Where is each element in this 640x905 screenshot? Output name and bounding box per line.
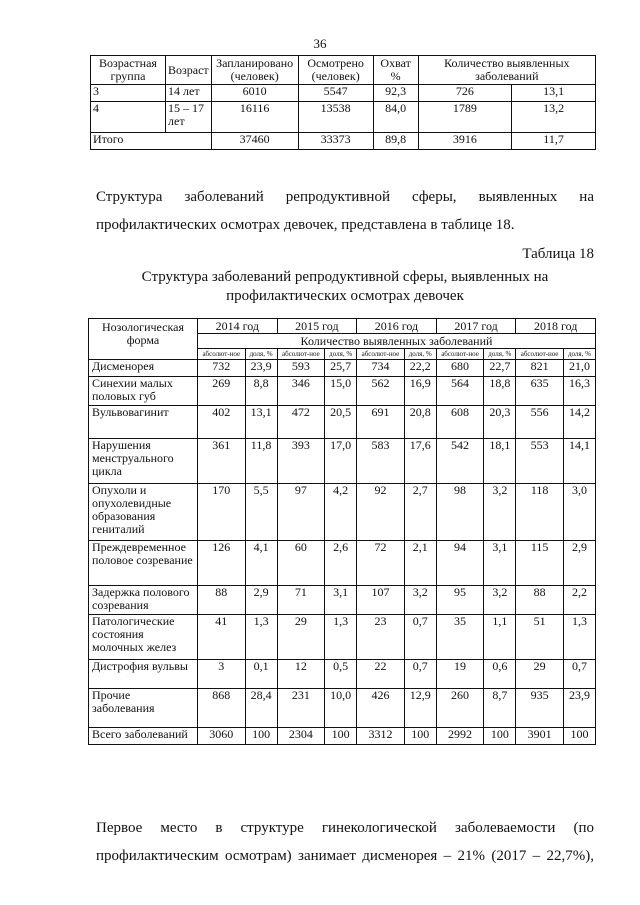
cell: 2304 bbox=[277, 728, 325, 745]
text-line: Структура заболеваний репродуктивной сферы, выявленных на bbox=[96, 189, 594, 205]
cell: 11,8 bbox=[245, 439, 277, 484]
cell: 95 bbox=[436, 586, 484, 615]
count-header: Количество выявленных заболеваний bbox=[198, 334, 596, 349]
cell: 13,1 bbox=[512, 85, 596, 102]
share-header: доля, % bbox=[404, 349, 436, 360]
abs-header: абсолют-ное bbox=[277, 349, 325, 360]
cell: 734 bbox=[357, 360, 405, 377]
cell: 16116 bbox=[211, 102, 298, 133]
cell: 593 bbox=[277, 360, 325, 377]
abs-header: абсолют-ное bbox=[198, 349, 246, 360]
table-body bbox=[89, 360, 596, 745]
table-header-row bbox=[91, 56, 596, 85]
cell: 2,7 bbox=[404, 484, 436, 541]
cell: 935 bbox=[516, 689, 564, 728]
cell: 3,0 bbox=[563, 484, 595, 541]
table-row bbox=[89, 484, 596, 541]
cell: 97 bbox=[277, 484, 325, 541]
cell: 33373 bbox=[298, 133, 373, 150]
cell: 3,2 bbox=[484, 586, 516, 615]
table-row bbox=[91, 102, 596, 133]
cell: 3312 bbox=[357, 728, 405, 745]
cell: 0,7 bbox=[404, 615, 436, 660]
cell: 51 bbox=[516, 615, 564, 660]
cell: 346 bbox=[277, 377, 325, 406]
cell: 18,8 bbox=[484, 377, 516, 406]
cell: 12,9 bbox=[404, 689, 436, 728]
year-header: 2018 год bbox=[516, 319, 596, 334]
cell: 126 bbox=[198, 541, 246, 586]
cell: 2,9 bbox=[245, 586, 277, 615]
column-header: Возраст bbox=[166, 56, 212, 85]
column-header: Количество выявленных заболеваний bbox=[418, 56, 595, 85]
cell: 13538 bbox=[298, 102, 373, 133]
disease-structure-table bbox=[88, 318, 596, 745]
page-number: 36 bbox=[313, 36, 327, 51]
cell: 10,0 bbox=[325, 689, 357, 728]
cell: 1,3 bbox=[563, 615, 595, 660]
table-label: Таблица 18 bbox=[522, 246, 594, 262]
cell: 92 bbox=[357, 484, 405, 541]
row-label: Всего заболеваний bbox=[89, 728, 198, 745]
cell: 3,1 bbox=[325, 586, 357, 615]
cell: 2,9 bbox=[563, 541, 595, 586]
cell: 13,2 bbox=[512, 102, 596, 133]
cell: 71 bbox=[277, 586, 325, 615]
row-label: Патологические состояния молочных желез bbox=[89, 615, 198, 660]
table-row bbox=[89, 728, 596, 745]
table-row bbox=[89, 439, 596, 484]
cell: 21,0 bbox=[563, 360, 595, 377]
share-header: доля, % bbox=[245, 349, 277, 360]
row-label: Задержка полового созревания bbox=[89, 586, 198, 615]
cell: 88 bbox=[198, 586, 246, 615]
cell: 94 bbox=[436, 541, 484, 586]
cell: 562 bbox=[357, 377, 405, 406]
cell: 100 bbox=[484, 728, 516, 745]
cell: 3901 bbox=[516, 728, 564, 745]
cell: 14,1 bbox=[563, 439, 595, 484]
age-group-table bbox=[90, 55, 596, 150]
column-header: Нозологическая форма bbox=[89, 319, 198, 360]
table-row bbox=[91, 85, 596, 102]
cell: 5,5 bbox=[245, 484, 277, 541]
cell: 472 bbox=[277, 406, 325, 439]
table-row bbox=[89, 586, 596, 615]
column-header: Запланировано (человек) bbox=[211, 56, 298, 85]
cell: 3,1 bbox=[484, 541, 516, 586]
cell: 20,3 bbox=[484, 406, 516, 439]
cell: 3,2 bbox=[404, 586, 436, 615]
cell: 3 bbox=[91, 85, 166, 102]
cell: 20,8 bbox=[404, 406, 436, 439]
cell: 361 bbox=[198, 439, 246, 484]
text-line: профилактических осмотрах девочек, представлена в таблице 18. bbox=[96, 217, 515, 233]
cell: 72 bbox=[357, 541, 405, 586]
cell: 426 bbox=[357, 689, 405, 728]
row-label: Нарушения менструального цикла bbox=[89, 439, 198, 484]
cell: 41 bbox=[198, 615, 246, 660]
caption-line: профилактических осмотрах девочек bbox=[226, 288, 464, 304]
cell: 89,8 bbox=[373, 133, 418, 150]
cell: 635 bbox=[516, 377, 564, 406]
cell: 12 bbox=[277, 660, 325, 689]
table-row bbox=[89, 406, 596, 439]
text-line: Первое место в структуре гинекологической заболеваемости (по bbox=[96, 820, 594, 836]
cell: Итого bbox=[91, 133, 212, 150]
cell: 5547 bbox=[298, 85, 373, 102]
cell: 115 bbox=[516, 541, 564, 586]
row-label: Опухоли и опухолевидные образования гениталий bbox=[89, 484, 198, 541]
text-line: профилактическим осмотрам) занимает дисменорея – 21% (2017 – 22,7%), bbox=[96, 848, 594, 864]
cell: 11,7 bbox=[512, 133, 596, 150]
abs-header: абсолют-ное bbox=[436, 349, 484, 360]
cell: 4,1 bbox=[245, 541, 277, 586]
cell: 393 bbox=[277, 439, 325, 484]
cell: 0,6 bbox=[484, 660, 516, 689]
year-header-row bbox=[89, 319, 596, 334]
cell: 3060 bbox=[198, 728, 246, 745]
cell: 35 bbox=[436, 615, 484, 660]
cell: 691 bbox=[357, 406, 405, 439]
row-label: Вульвовагинит bbox=[89, 406, 198, 439]
cell: 22,7 bbox=[484, 360, 516, 377]
cell: 28,4 bbox=[245, 689, 277, 728]
cell: 19 bbox=[436, 660, 484, 689]
cell: 4 bbox=[91, 102, 166, 133]
cell: 16,3 bbox=[563, 377, 595, 406]
cell: 16,9 bbox=[404, 377, 436, 406]
cell: 37460 bbox=[211, 133, 298, 150]
cell: 14 лет bbox=[166, 85, 212, 102]
cell: 60 bbox=[277, 541, 325, 586]
cell: 18,1 bbox=[484, 439, 516, 484]
cell: 100 bbox=[325, 728, 357, 745]
table-row bbox=[89, 689, 596, 728]
cell: 1,1 bbox=[484, 615, 516, 660]
year-header: 2015 год bbox=[277, 319, 357, 334]
table-row bbox=[89, 377, 596, 406]
column-header: Осмотрено (человек) bbox=[298, 56, 373, 85]
cell: 25,7 bbox=[325, 360, 357, 377]
cell: 0,7 bbox=[404, 660, 436, 689]
row-label: Синехии малых половых губ bbox=[89, 377, 198, 406]
cell: 170 bbox=[198, 484, 246, 541]
abs-header: абсолют-ное bbox=[357, 349, 405, 360]
cell: 1789 bbox=[418, 102, 512, 133]
cell: 608 bbox=[436, 406, 484, 439]
cell: 23,9 bbox=[563, 689, 595, 728]
cell: 118 bbox=[516, 484, 564, 541]
column-header: Возрастная группа bbox=[91, 56, 166, 85]
cell: 553 bbox=[516, 439, 564, 484]
cell: 100 bbox=[563, 728, 595, 745]
cell: 29 bbox=[516, 660, 564, 689]
cell: 2,1 bbox=[404, 541, 436, 586]
cell: 100 bbox=[404, 728, 436, 745]
total-row bbox=[91, 133, 596, 150]
cell: 84,0 bbox=[373, 102, 418, 133]
cell: 29 bbox=[277, 615, 325, 660]
cell: 17,6 bbox=[404, 439, 436, 484]
cell: 0,1 bbox=[245, 660, 277, 689]
year-header: 2017 год bbox=[436, 319, 516, 334]
cell: 0,5 bbox=[325, 660, 357, 689]
table-row bbox=[89, 615, 596, 660]
cell: 98 bbox=[436, 484, 484, 541]
year-header: 2014 год bbox=[198, 319, 278, 334]
table-row bbox=[89, 660, 596, 689]
cell: 583 bbox=[357, 439, 405, 484]
intro-paragraph bbox=[96, 183, 594, 239]
year-header: 2016 год bbox=[357, 319, 437, 334]
cell: 17,0 bbox=[325, 439, 357, 484]
cell: 2,2 bbox=[563, 586, 595, 615]
cell: 3916 bbox=[418, 133, 512, 150]
cell: 15 – 17 лет bbox=[166, 102, 212, 133]
cell: 1,3 bbox=[325, 615, 357, 660]
cell: 231 bbox=[277, 689, 325, 728]
cell: 732 bbox=[198, 360, 246, 377]
cell: 542 bbox=[436, 439, 484, 484]
share-header: доля, % bbox=[563, 349, 595, 360]
row-label: Прочие заболевания bbox=[89, 689, 198, 728]
cell: 3 bbox=[198, 660, 246, 689]
abs-header: абсолют-ное bbox=[516, 349, 564, 360]
share-header: доля, % bbox=[484, 349, 516, 360]
cell: 88 bbox=[516, 586, 564, 615]
share-header: доля, % bbox=[325, 349, 357, 360]
column-header: Охват % bbox=[373, 56, 418, 85]
cell: 15,0 bbox=[325, 377, 357, 406]
caption-line: Структура заболеваний репродуктивной сферы, выявленных на bbox=[141, 269, 549, 285]
cell: 2,6 bbox=[325, 541, 357, 586]
cell: 23 bbox=[357, 615, 405, 660]
cell: 4,2 bbox=[325, 484, 357, 541]
cell: 821 bbox=[516, 360, 564, 377]
table-row bbox=[89, 541, 596, 586]
cell: 8,8 bbox=[245, 377, 277, 406]
cell: 107 bbox=[357, 586, 405, 615]
cell: 3,2 bbox=[484, 484, 516, 541]
cell: 13,1 bbox=[245, 406, 277, 439]
cell: 0,7 bbox=[563, 660, 595, 689]
cell: 6010 bbox=[211, 85, 298, 102]
cell: 22 bbox=[357, 660, 405, 689]
cell: 20,5 bbox=[325, 406, 357, 439]
cell: 556 bbox=[516, 406, 564, 439]
cell: 100 bbox=[245, 728, 277, 745]
row-label: Преждевременное половое созревание bbox=[89, 541, 198, 586]
cell: 1,3 bbox=[245, 615, 277, 660]
cell: 8,7 bbox=[484, 689, 516, 728]
closing-paragraph bbox=[96, 814, 594, 870]
table-caption bbox=[96, 268, 594, 306]
cell: 92,3 bbox=[373, 85, 418, 102]
row-label: Дистрофия вульвы bbox=[89, 660, 198, 689]
cell: 868 bbox=[198, 689, 246, 728]
cell: 14,2 bbox=[563, 406, 595, 439]
row-label: Дисменорея bbox=[89, 360, 198, 377]
cell: 22,2 bbox=[404, 360, 436, 377]
cell: 269 bbox=[198, 377, 246, 406]
cell: 2992 bbox=[436, 728, 484, 745]
cell: 726 bbox=[418, 85, 512, 102]
cell: 402 bbox=[198, 406, 246, 439]
cell: 260 bbox=[436, 689, 484, 728]
cell: 564 bbox=[436, 377, 484, 406]
table-row bbox=[89, 360, 596, 377]
cell: 23,9 bbox=[245, 360, 277, 377]
cell: 680 bbox=[436, 360, 484, 377]
